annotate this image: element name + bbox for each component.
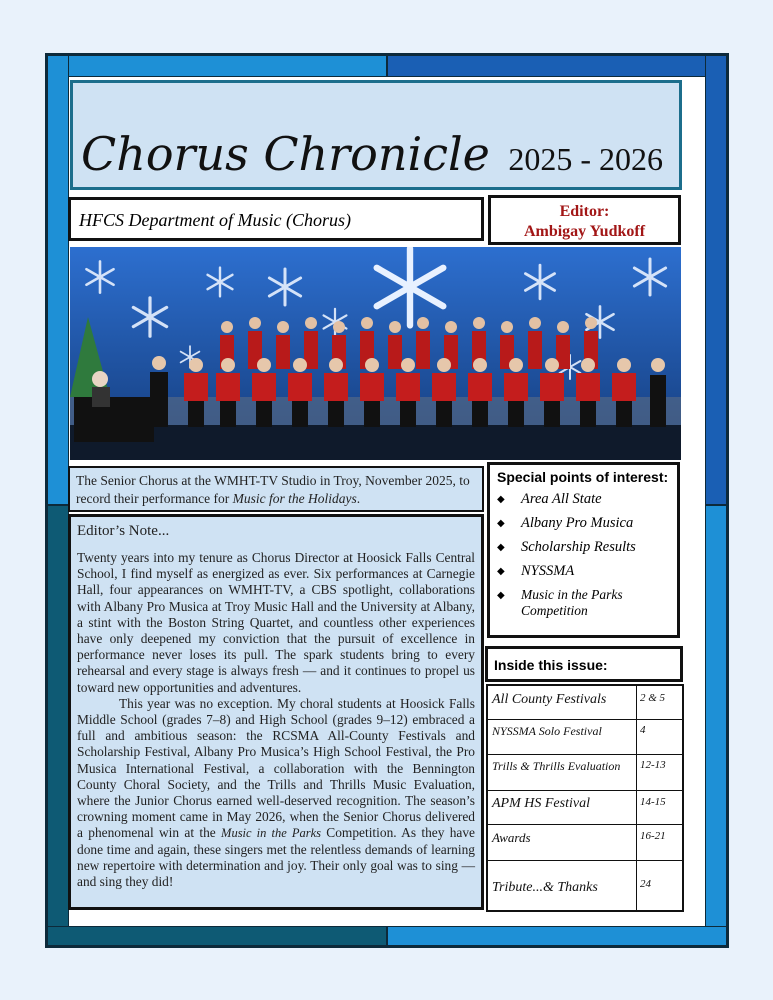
special-point-item: ◆ Music in the Parks Competition	[497, 587, 623, 618]
editors-note-p2-event: Music in the Parks	[221, 826, 321, 841]
editors-note-p2-start: This year was no exception. My choral students at Hoosick Falls Middle School (grades 7–8) and High School (grades 9–12) embraced a full and ambitious season: the RCSMA All-County Festivals and Scholarship Festival, Albany Pro Musica’s High School Festival, the Pro Musica International Festival, a collaboration with the Bennington County Choral Society, and the Trills and Thrills Music Evaluation, where the Junior Chorus earned well-deserved recognition. The season’s crowning moment came in May 2026, when the Senior Chorus delivered a phenomenal win at the	[77, 695, 475, 841]
frame-band-top-right	[387, 55, 727, 77]
toc-row: APM HS Festival 14-15	[488, 790, 682, 825]
frame-band-bottom-left	[47, 926, 387, 946]
caption-end: .	[356, 491, 361, 506]
chorus-photo	[70, 247, 681, 460]
toc-row: NYSSMA Solo Festival 4	[488, 719, 682, 755]
chorus-photo-illustration	[70, 247, 681, 460]
editor-name: Ambigay Yudkoff	[523, 223, 646, 240]
diamond-bullet-icon: ◆	[497, 518, 505, 529]
special-point-item: ◆ Albany Pro Musica	[497, 515, 634, 531]
editors-note-p2-end: Competition. As they have done time and again, these singers met the relentless demands of learning new repertoire with determination and joy. Their only goal was to sing — and sing they did!	[77, 825, 475, 890]
special-point-item: ◆ NYSSMA	[497, 563, 575, 579]
editor-label: Editor:	[559, 203, 610, 220]
editors-note	[68, 514, 484, 910]
caption-title: Music for the Holidays	[232, 491, 357, 506]
masthead	[70, 80, 682, 190]
frame-band-right-bottom	[705, 505, 727, 946]
newsletter-title: Chorus Chronicle	[81, 127, 490, 181]
caption-text: The Senior Chorus at the WMHT-TV Studio in Troy, November 2025, to record their performance for	[76, 473, 470, 506]
special-points-box	[487, 462, 680, 638]
inside-issue-table	[486, 684, 684, 912]
photo-caption	[68, 466, 484, 512]
toc-row: Trills & Thrills Evaluation 12-13	[488, 754, 682, 791]
toc-row: All County Festivals 2 & 5	[488, 686, 682, 720]
editors-note-paragraph-1: Twenty years into my tenure as Chorus Director at Hoosick Falls Central School, I find myself as energized as ever. Six performances at Carnegie Hall, four appearances on WMHT-TV, a CBS spotlight, collaborations with Albany Pro Musica at Troy Music Hall and the University at Albany, a stint with the Boston String Quartet, and countless other experiences have only deepened my conviction that the pursuit of excellence in performance never loses its pull. The spark students bring to every rehearsal and every stage is always fresh — and it continues to propel us toward new opportunities and adventures.	[77, 550, 475, 695]
diamond-bullet-icon: ◆	[497, 566, 505, 577]
frame-band-left-top	[47, 55, 69, 505]
toc-row: Awards 16-21	[488, 824, 682, 861]
inside-issue-heading: Inside this issue:	[485, 646, 683, 682]
diamond-bullet-icon: ◆	[497, 542, 505, 553]
editors-note-heading: Editor’s Note...	[77, 523, 170, 539]
special-points-heading: Special points of interest:	[497, 469, 669, 485]
special-point-item: ◆ Scholarship Results	[497, 539, 636, 555]
frame-band-top-left	[47, 55, 387, 77]
frame-band-bottom-right	[387, 926, 727, 946]
diamond-bullet-icon: ◆	[497, 590, 505, 601]
editor-box	[488, 195, 681, 245]
frame-band-right-top	[705, 55, 727, 505]
department-label: HFCS Department of Music (Chorus)	[68, 197, 484, 241]
frame-band-left-bottom	[47, 505, 69, 946]
editors-note-paragraph-2	[77, 696, 475, 890]
special-point-item: ◆ Area All State	[497, 491, 602, 507]
newsletter-year: 2025 - 2026	[508, 141, 663, 177]
toc-row: Tribute...& Thanks 24	[492, 878, 651, 895]
diamond-bullet-icon: ◆	[497, 494, 505, 505]
